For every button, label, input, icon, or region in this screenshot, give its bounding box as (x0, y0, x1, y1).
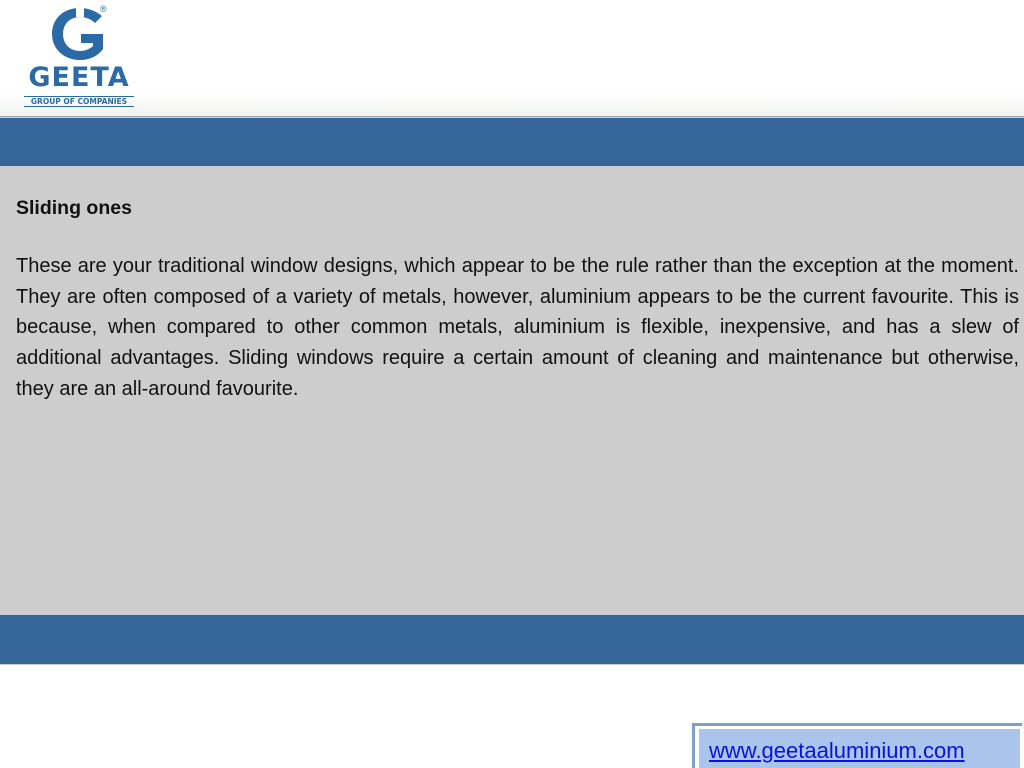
registered-mark: ® (100, 4, 107, 14)
geeta-logo (24, 4, 134, 110)
slide-heading: Sliding ones (16, 197, 132, 219)
header (0, 0, 1024, 116)
website-link-background (699, 729, 1020, 768)
website-link[interactable]: www.geetaaluminium.com (709, 738, 965, 763)
top-blue-band (0, 118, 1024, 166)
logo-wordmark: GEETA (28, 62, 130, 93)
logo-tagline: GROUP OF COMPANIES (24, 96, 134, 107)
slide-text (16, 192, 1019, 405)
website-link-box (692, 723, 1022, 768)
geeta-g-icon (24, 4, 134, 68)
bottom-blue-band (0, 615, 1024, 664)
slide-body: These are your traditional window designs, which appear to be the rule rather than the exception at the moment. They are often composed of a variety of metals, however, aluminium appears to be the current favourite. This is because, when compared to other common metals, aluminium is flexible, inexpensive, and has a slew of additional advantages. Sliding windows require a certain amount of cleaning and maintenance but otherwise, they are an all-around favourite. (16, 255, 1019, 400)
